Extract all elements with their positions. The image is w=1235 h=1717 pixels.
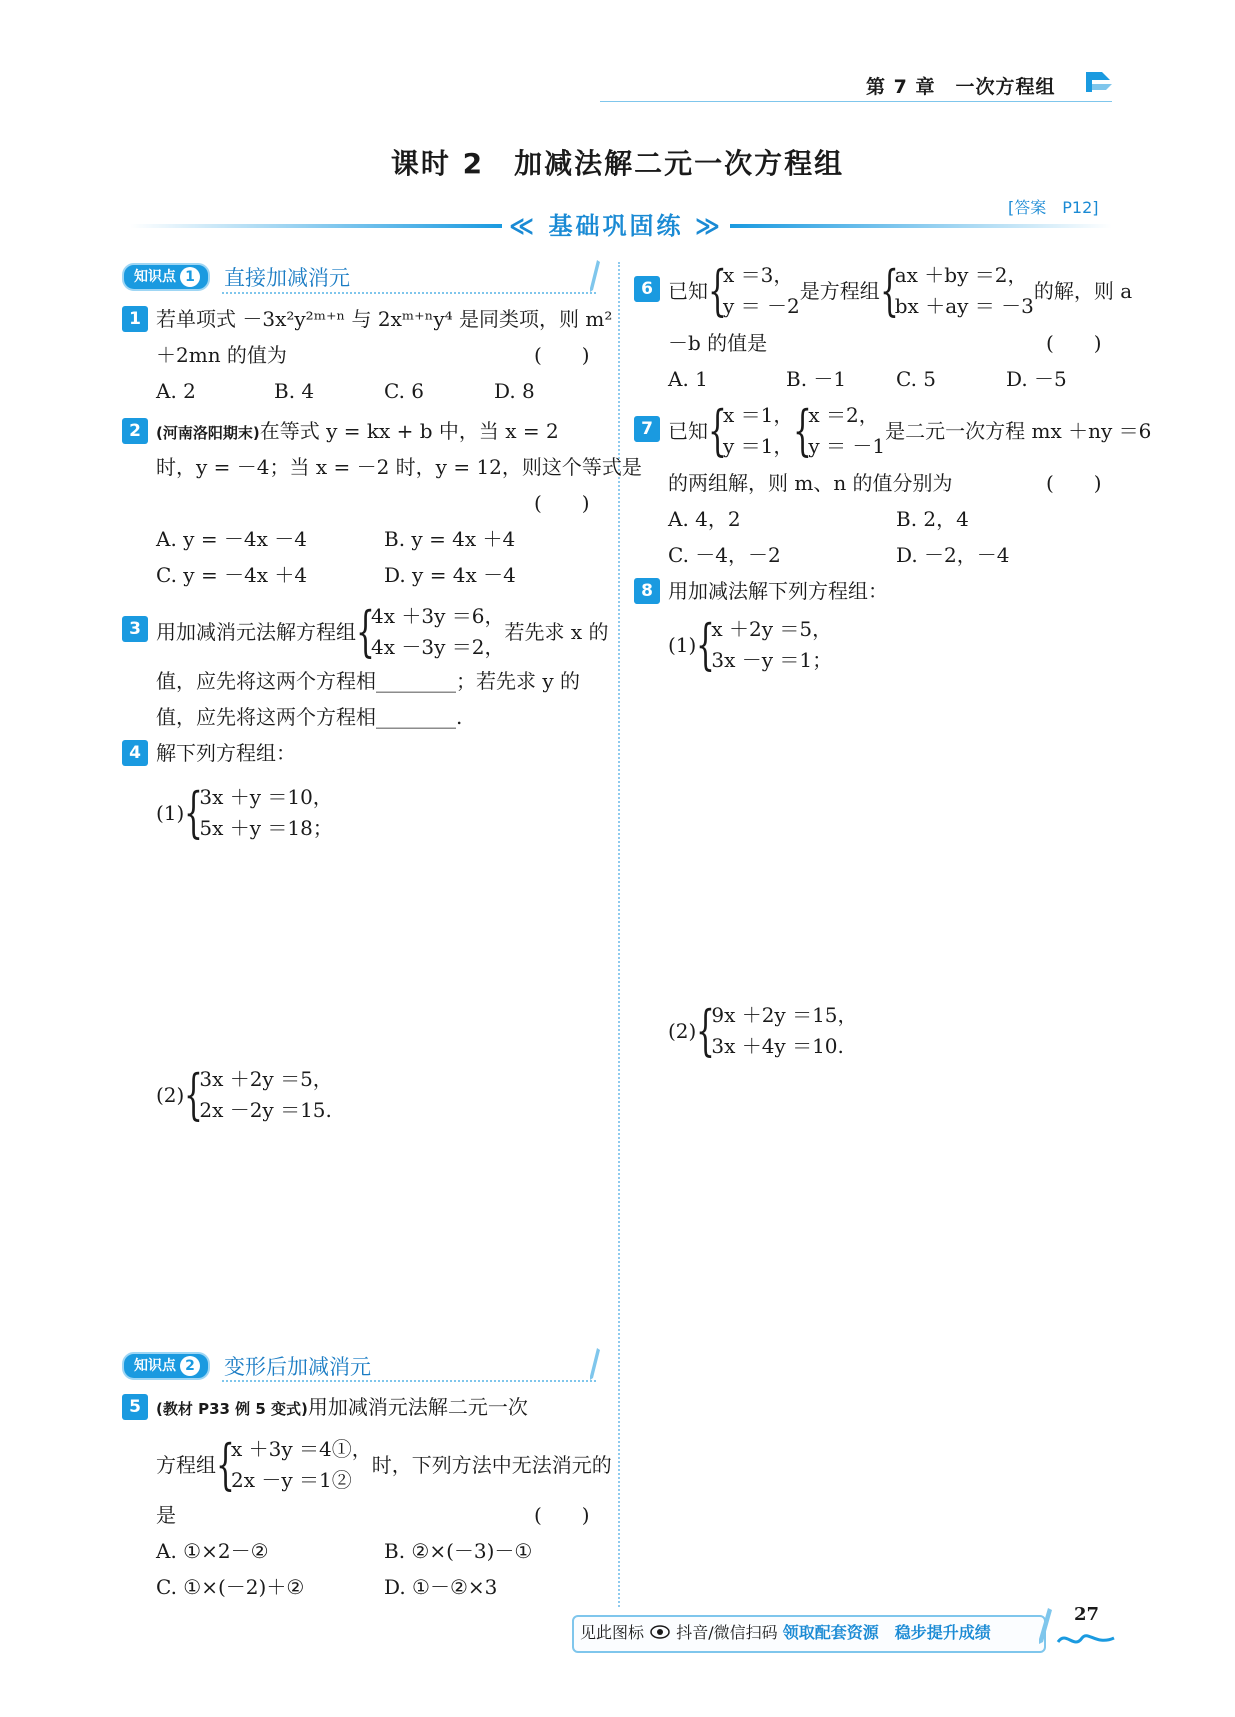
brace: { xyxy=(216,1433,235,1496)
q4-part-2-label: (2) xyxy=(156,1083,185,1107)
q2-option-b: B. y = 4x ＋4 xyxy=(384,527,516,551)
q3-text-pre: 用加减消元法解方程组 xyxy=(156,620,356,644)
q5-equation-system xyxy=(216,1434,372,1496)
q5-text-post: 时，下列方法中无法消元的 xyxy=(371,1453,612,1477)
q5-option-c: C. ①×(－2)＋② xyxy=(156,1575,305,1599)
q6-text-post: 的解，则 a xyxy=(1033,279,1133,303)
q1-text-line1: 若单项式 －3x²y²ᵐ⁺ⁿ 与 2xᵐ⁺ⁿy⁴ 是同类项，则 m² xyxy=(156,307,613,331)
q3-first-line xyxy=(156,597,608,667)
q8-part-2-system xyxy=(696,1000,857,1062)
kp-badge-label: 知识点 xyxy=(134,1358,176,1374)
q7-option-b: B. 2，4 xyxy=(896,507,969,531)
q5-answer-bracket: ( ) xyxy=(534,1503,590,1527)
brace: { xyxy=(708,399,727,462)
chapter-header: 第 7 章 一次方程组 xyxy=(866,76,1056,98)
q1-option-b: B. 4 xyxy=(274,379,315,403)
q6-option-a: A. 1 xyxy=(668,367,708,391)
footer-text-part3: 领取配套资源 稳步提升成绩 xyxy=(782,1623,991,1642)
question-number-1: 1 xyxy=(122,306,148,332)
page-title: 课时 2 加减法解二元一次方程组 xyxy=(390,147,845,180)
section-title: ≪ 基础巩固练 ≫ xyxy=(509,212,723,240)
q1-option-a: A. 2 xyxy=(156,379,196,403)
question-number-5: 5 xyxy=(122,1394,148,1420)
q5-option-b: B. ②×(－3)－① xyxy=(384,1539,533,1563)
q6-equation-1: x ＝3， xyxy=(723,263,794,287)
q8-part-2 xyxy=(668,996,858,1066)
q5-text-line1: 用加减消元法解二元一次 xyxy=(307,1395,528,1419)
q5-text-pre: 方程组 xyxy=(156,1453,216,1477)
q8-part-1-system xyxy=(696,614,832,676)
question-number-7: 7 xyxy=(634,416,660,442)
q8-part-1 xyxy=(668,610,832,680)
question-number-4: 4 xyxy=(122,740,148,766)
q7-equation-4: y ＝ －1 xyxy=(808,434,886,458)
pencil-icon xyxy=(588,1346,602,1382)
answer-reference: [答案 P12] xyxy=(1008,198,1099,217)
question-number-3: 3 xyxy=(122,616,148,642)
q6-equation-4: bx ＋ay ＝ －3 xyxy=(894,294,1034,318)
brace: { xyxy=(708,259,727,322)
q5-option-a: A. ①×2－② xyxy=(156,1539,269,1563)
section-divider-right xyxy=(730,224,1112,228)
q7-equation-1: x ＝1， xyxy=(723,403,794,427)
section-divider-left xyxy=(130,224,502,228)
q4-text: 解下列方程组： xyxy=(156,741,296,765)
q8-p2-equation-2: 3x ＋4y ＝10. xyxy=(711,1034,844,1058)
q6-solution-system xyxy=(708,260,800,322)
brace: { xyxy=(793,399,813,462)
q1-option-c: C. 6 xyxy=(384,379,425,403)
q7-text-line2: 的两组解，则 m、n 的值分别为 xyxy=(668,471,953,495)
q7-solution-system-1 xyxy=(708,400,793,462)
q7-option-c: C. －4，－2 xyxy=(668,543,781,567)
q4-part-2 xyxy=(156,1060,333,1130)
q5-equation-1: x ＋3y ＝4①， xyxy=(231,1437,372,1461)
q2-source: (河南洛阳期末) xyxy=(156,424,260,442)
q1-answer-bracket: ( ) xyxy=(534,343,590,367)
wave-decoration-icon xyxy=(1056,1628,1116,1650)
q7-solution-system-2 xyxy=(793,400,885,462)
kp-underline xyxy=(222,1380,596,1382)
kp-badge-number: 1 xyxy=(180,267,200,287)
brace: { xyxy=(356,600,375,663)
q8-part-1-label: (1) xyxy=(668,633,697,657)
q2-text-line1: 在等式 y = kx + b 中，当 x = 2 xyxy=(259,419,559,443)
knowledge-point-title-2: 变形后加减消元 xyxy=(224,1355,371,1379)
q4-p1-equation-1: 3x ＋y ＝10， xyxy=(199,785,333,809)
q6-text-mid: 是方程组 xyxy=(799,279,880,303)
footer-text-part2: 抖音/微信扫码 xyxy=(676,1623,778,1642)
q4-p1-equation-2: 5x ＋y ＝18； xyxy=(199,816,333,840)
q5-option-d: D. ①－②×3 xyxy=(384,1575,498,1599)
knowledge-point-badge-2 xyxy=(122,1352,210,1380)
q3-text-line2: 值，应先将这两个方程相________；若先求 y 的 xyxy=(156,669,581,693)
q2-option-a: A. y = －4x －4 xyxy=(156,527,308,551)
q6-option-b: B. －1 xyxy=(786,367,847,391)
eye-icon xyxy=(649,1623,671,1641)
page-number: 27 xyxy=(1074,1604,1100,1625)
brace: { xyxy=(696,999,716,1062)
q8-text: 用加减法解下列方程组： xyxy=(668,579,888,603)
footer-text xyxy=(580,1620,991,1643)
knowledge-point-badge-1 xyxy=(122,263,210,291)
q5-source: (教材 P33 例 5 变式) xyxy=(156,1400,308,1418)
question-number-8: 8 xyxy=(634,578,660,604)
question-number-2: 2 xyxy=(122,418,148,444)
brace: { xyxy=(184,1063,204,1126)
q4-part-1-label: (1) xyxy=(156,801,185,825)
q7-text-pre: 已知 xyxy=(668,419,708,443)
brace: { xyxy=(879,259,899,322)
knowledge-point-title-1: 直接加减消元 xyxy=(224,266,350,290)
q8-p1-equation-2: 3x －y ＝1； xyxy=(711,648,833,672)
q2-answer-bracket: ( ) xyxy=(534,491,590,515)
q5-equation-2: 2x －y ＝1② xyxy=(231,1468,352,1492)
q6-option-c: C. 5 xyxy=(896,367,937,391)
kp-badge-number: 2 xyxy=(180,1356,200,1376)
q8-part-2-label: (2) xyxy=(668,1019,697,1043)
q6-equation-system xyxy=(880,260,1034,322)
q5-second-line xyxy=(156,1430,612,1500)
q6-equation-2: y ＝ －2 xyxy=(723,294,800,318)
q7-first-line xyxy=(668,396,1151,466)
q6-text-line2: －b 的值是 xyxy=(668,331,768,355)
q4-part-2-system xyxy=(184,1064,332,1126)
pencil-icon xyxy=(1036,1606,1054,1646)
q2-option-d: D. y = 4x －4 xyxy=(384,563,516,587)
q6-option-d: D. －5 xyxy=(1006,367,1067,391)
q3-equation-1: 4x ＋3y ＝6， xyxy=(371,604,505,628)
brace: { xyxy=(696,613,716,676)
footer-text-part1: 见此图标 xyxy=(580,1623,645,1642)
q4-part-1-system xyxy=(184,782,332,844)
kp-underline xyxy=(222,292,596,294)
q7-equation-3: x ＝2， xyxy=(808,403,879,427)
q7-answer-bracket: ( ) xyxy=(1046,471,1102,495)
q4-p2-equation-2: 2x －2y ＝15. xyxy=(199,1098,332,1122)
header-divider xyxy=(600,101,1112,102)
question-number-6: 6 xyxy=(634,276,660,302)
q8-p1-equation-1: x ＋2y ＝5， xyxy=(711,617,833,641)
q1-option-d: D. 8 xyxy=(494,379,535,403)
q2-option-c: C. y = －4x ＋4 xyxy=(156,563,308,587)
q6-text-pre: 已知 xyxy=(668,279,708,303)
q3-text-line3: 值，应先将这两个方程相________. xyxy=(156,705,463,729)
kp-badge-label: 知识点 xyxy=(134,269,176,285)
q7-text-post: 是二元一次方程 mx ＋ny ＝6 xyxy=(885,419,1152,443)
q6-equation-3: ax ＋by ＝2， xyxy=(894,263,1028,287)
q3-equation-2: 4x －3y ＝2， xyxy=(371,635,505,659)
q3-text-post: 若先求 x 的 xyxy=(504,620,609,644)
q1-text-line2: ＋2mn 的值为 xyxy=(156,343,287,367)
q7-equation-2: y ＝1， xyxy=(723,434,794,458)
q7-option-a: A. 4，2 xyxy=(668,507,741,531)
q6-answer-bracket: ( ) xyxy=(1046,331,1102,355)
q6-first-line xyxy=(668,256,1132,326)
q2-text-line2: 时，y = －4；当 x = －2 时，y = 12，则这个等式是 xyxy=(156,455,642,479)
q3-equation-system xyxy=(356,601,504,663)
q5-text-line3: 是 xyxy=(156,1503,176,1527)
pencil-icon xyxy=(588,258,602,294)
q4-p2-equation-1: 3x ＋2y ＝5， xyxy=(199,1067,333,1091)
q7-option-d: D. －2，－4 xyxy=(896,543,1010,567)
arrow-logo-icon xyxy=(1082,66,1116,96)
q8-p2-equation-1: 9x ＋2y ＝15， xyxy=(711,1003,858,1027)
q4-part-1 xyxy=(156,778,333,848)
brace: { xyxy=(184,781,204,844)
